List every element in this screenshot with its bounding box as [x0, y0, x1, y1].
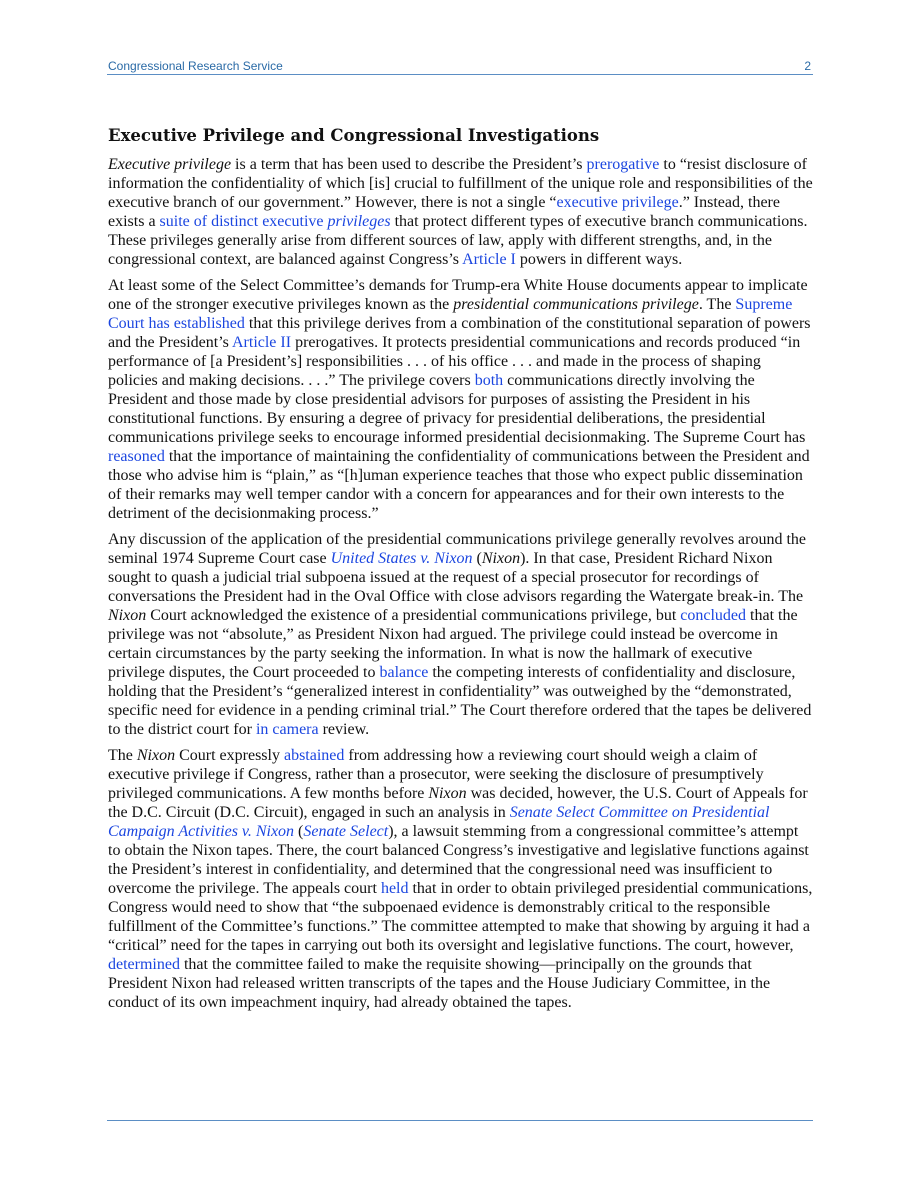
text-run: that the importance of maintaining the confidentiality of communications between the President and those who advise him is “plain,” as “[h]uman experience teaches that those who expect public dissemination of their remarks may well temper candor with a concern for appearances and for their own interests to the detriment of the decisionmaking process.” — [108, 448, 810, 522]
italic-text: presidential communications privilege — [453, 296, 699, 313]
footer-divider — [107, 1120, 813, 1121]
inline-link[interactable]: balance — [379, 664, 429, 681]
section-heading: Executive Privilege and Congressional Investigations — [108, 126, 600, 145]
paragraph — [108, 276, 813, 523]
inline-link[interactable]: privileges — [327, 213, 391, 230]
inline-link[interactable]: reasoned — [108, 448, 165, 465]
page-number: 2 — [804, 59, 811, 73]
inline-link[interactable]: United States v. Nixon — [330, 550, 473, 567]
italic-text: Executive privilege — [108, 156, 232, 173]
text-run: that the privilege was not “absolute,” as President Nixon had argued. The privilege could instead be overcome in certain circumstances by the party seeking the information. In what is now the hallmark of executive privilege disputes, the Court proceeded to — [108, 607, 798, 681]
text-run: to “resist disclosure of information the confidentiality of which [is] crucial to fulfillment of the unique role and responsibilities of the executive branch of our government.” However, there is not a single “ — [108, 156, 813, 211]
inline-link[interactable]: Article II — [231, 334, 292, 351]
header-publisher: Congressional Research Service — [108, 59, 283, 73]
text-run: that the committee failed to make the requisite showing—principally on the grounds that President Nixon had released written transcripts of the tapes and the House Judiciary Committee, in the conduct of its own impeachment inquiry, had already obtained the tapes. — [108, 956, 771, 1011]
italic-text: Nixon — [136, 747, 176, 764]
text-run: Court acknowledged the existence of a presidential communications privilege, but — [146, 607, 681, 624]
text-run: ). In that case, President Richard Nixon sought to quash a judicial trial subpoena issued at the request of a special prosecutor for recordings of conversations the President had in the Oval Office with close advisors regarding the Watergate break-in. The — [108, 550, 804, 605]
text-run: review. — [318, 721, 370, 738]
text-run: . The — [698, 296, 736, 313]
inline-link[interactable]: concluded — [680, 607, 747, 624]
inline-link[interactable]: determined — [108, 956, 180, 973]
text-run: prerogatives. It protects presidential communications and records produced “in performance of [a President’s] responsibilities . . . of his office . . . and made in the process of shaping policies and making decisions. . . .” The privilege covers — [108, 334, 801, 389]
text-run: The — [108, 747, 137, 764]
text-run: Any discussion of the application of the presidential communications privilege generally revolves around the seminal 1974 Supreme Court case — [108, 531, 807, 567]
italic-text: Nixon — [108, 607, 147, 624]
inline-link[interactable]: held — [380, 880, 409, 897]
inline-link[interactable]: Senate Select Committee on Presidential Campaign Activities v. Nixon — [108, 804, 770, 840]
text-run: ), a lawsuit stemming from a congressional committee’s attempt to obtain the Nixon tapes. There, the court balanced Congress’s investigative and legislative functions against the President’s interest in confidentiality, and determined that the congressional need was insufficient to overcome the privilege. The appeals court — [108, 823, 809, 897]
text-run: the competing interests of confidentiality and disclosure, holding that the President’s “generalized interest in confidentiality” was outweighed by the “demonstrated, specific need for evidence in a pending criminal trial.” The Court therefore ordered that the tapes be delivered to the district court for — [108, 664, 812, 738]
text-run: ( — [294, 823, 304, 840]
paragraph — [108, 155, 813, 269]
inline-link[interactable]: Article I — [462, 251, 516, 268]
text-run: Court expressly — [175, 747, 284, 764]
inline-link[interactable]: in camera — [255, 721, 319, 738]
text-run: from addressing how a reviewing court should weigh a claim of executive privilege if Congress, rather than a prosecutor, were seeking the disclosure of presumptively privileged communications. A few months before — [108, 747, 764, 802]
text-run: that in order to obtain privileged presidential communications, Congress would need to show that “the subpoenaed evidence is demonstrably critical to the responsible fulfillment of the Committee’s functions.” The committee attempted to make that showing by arguing it had a “critical” need for the tapes in carrying out both its oversight and legislative functions. The court, however, — [108, 880, 813, 954]
text-run: powers in different ways. — [515, 251, 683, 268]
inline-link[interactable]: prerogative — [586, 156, 660, 173]
text-run: .” Instead, there exists a — [108, 194, 780, 230]
text-run: communications directly involving the President and those made by close presidential advisors for purposes of assisting the President in his constitutional functions. By ensuring a degree of privacy for presidential deliberations, the presidential communications privilege seeks to encourage informed presidential decisionmaking. The Supreme Court has — [108, 372, 806, 446]
paragraph — [108, 746, 813, 1012]
text-run: that this privilege derives from a combination of the constitutional separation of powers and the President’s — [108, 315, 811, 351]
inline-link[interactable]: executive privilege — [556, 194, 679, 211]
page-header — [107, 58, 813, 74]
paragraph — [108, 530, 813, 739]
text-run: is a term that has been used to describe the President’s — [231, 156, 587, 173]
inline-link[interactable]: suite of distinct executive — [159, 213, 328, 230]
text-run: At least some of the Select Committee’s demands for Trump-era White House documents appear to implicate one of the stronger executive privileges known as the — [108, 277, 808, 313]
inline-link[interactable]: Senate Select — [303, 823, 389, 840]
inline-link[interactable]: both — [474, 372, 504, 389]
inline-link[interactable]: Supreme Court has established — [108, 296, 793, 332]
italic-text: Nixon — [481, 550, 521, 567]
text-run: that protect different types of executive branch communications. These privileges generally arise from different sources of law, apply with different strengths, and, in the congressional context, are balanced against Congress’s — [108, 213, 808, 268]
header-divider — [107, 74, 813, 75]
document-body — [108, 126, 813, 1019]
italic-text: Nixon — [428, 785, 467, 802]
text-run: was decided, however, the U.S. Court of Appeals for the D.C. Circuit (D.C. Circuit), engaged in such an analysis in — [108, 785, 808, 821]
text-run: ( — [472, 550, 482, 567]
inline-link[interactable]: abstained — [283, 747, 345, 764]
